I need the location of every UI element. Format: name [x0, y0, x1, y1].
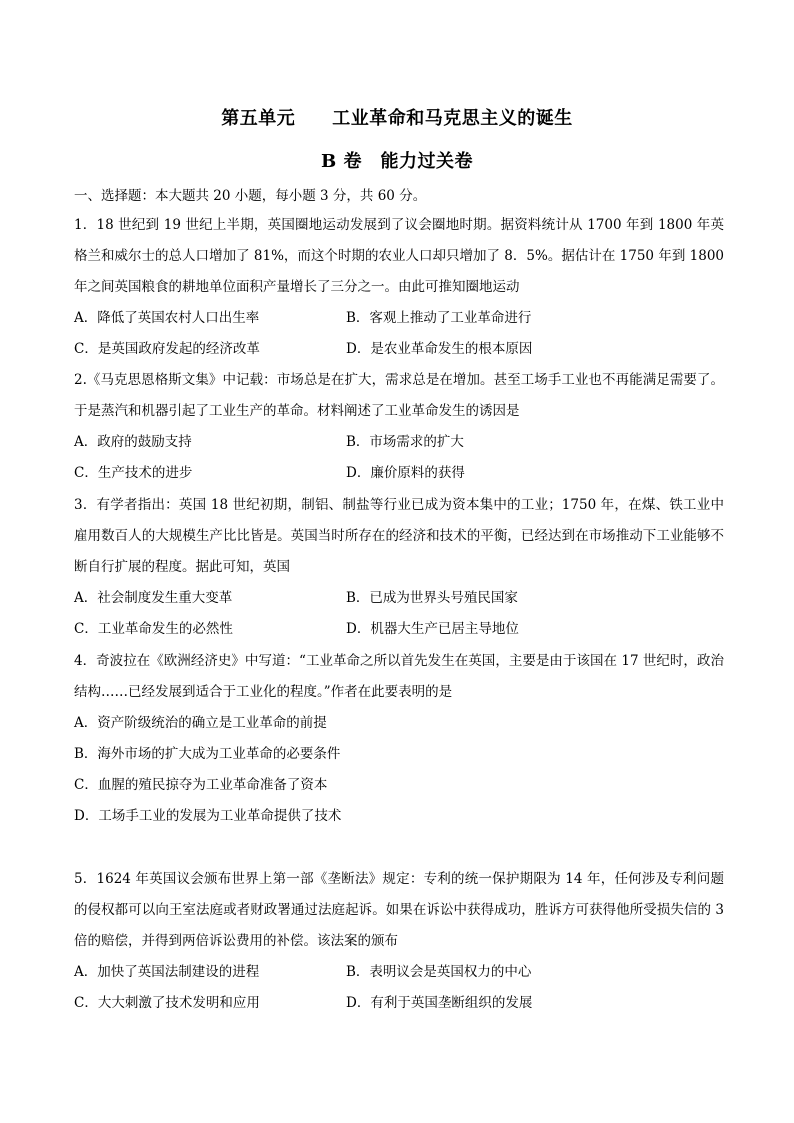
question-4: [74, 646, 724, 832]
option-c: C．是英国政府发起的经济改革: [74, 341, 260, 357]
section-heading: 一、选择题：本大题共 20 小题，每小题 3 分，共 60 分。: [74, 188, 427, 204]
option-c: C．工业革命发生的必然性: [74, 621, 233, 637]
option-c: C．血腥的殖民掠夺为工业革命准备了资本: [74, 777, 328, 793]
option-a: A．社会制度发生重大变革: [74, 590, 233, 606]
option-a: A．降低了英国农村人口出生率: [74, 310, 260, 326]
option-b: B．海外市场的扩大成为工业革命的必要条件: [74, 746, 341, 762]
question-5: [74, 864, 724, 1019]
option-a: A．政府的鼓励支持: [74, 434, 192, 450]
option-b: B．市场需求的扩大: [346, 434, 464, 450]
paper-subtitle: B 卷 能力过关卷: [321, 151, 473, 172]
option-c: C．大大刺激了技术发明和应用: [74, 995, 260, 1011]
options: [74, 708, 724, 832]
options: [74, 957, 724, 1019]
question-stem: 1．18 世纪到 19 世纪上半期，英国圈地运动发展到了议会圈地时期。据资料统计从 1700 年到 1800 年英格兰和威尔士的总人口增加了 81%，而这个时期的农业人口却只增加了 8．5%。据估计在 1750 年到 1800 年之间英国粮食的耕地单位面积产量增长了三分之一。由此可推知圈地运动: [74, 217, 724, 295]
question-2: [74, 365, 724, 489]
question-3: [74, 490, 724, 645]
option-d: D．有利于英国垄断组织的发展: [346, 995, 533, 1011]
unit-title: 第五单元 工业革命和马克思主义的诞生: [221, 108, 573, 129]
option-d: D．工场手工业的发展为工业革命提供了技术: [74, 808, 342, 824]
option-d: D．廉价原料的获得: [346, 465, 465, 481]
question-stem: 5．1624 年英国议会颁布世界上第一部《垄断法》规定：专利的统一保护期限为 14 年，任何涉及专利问题的侵权都可以向王室法庭或者财政署通过法庭起诉。如果在诉讼中获得成功，胜诉方可获得他所受损失信的 3 倍的赔偿，并得到两倍诉讼费用的补偿。该法案的颁布: [74, 871, 724, 949]
options: [74, 303, 724, 365]
option-b: B．表明议会是英国权力的中心: [346, 964, 532, 980]
option-d: D．是农业革命发生的根本原因: [346, 341, 533, 357]
option-b: B．已成为世界头号殖民国家: [346, 590, 518, 606]
question-1: [74, 210, 724, 365]
question-stem: 4．奇波拉在《欧洲经济史》中写道：“工业革命之所以首先发生在英国，主要是由于该国在 17 世纪时，政治结构……已经发展到适合于工业化的程度。”作者在此要表明的是: [74, 653, 724, 700]
option-a: A．加快了英国法制建设的进程: [74, 964, 260, 980]
options: [74, 427, 724, 489]
options: [74, 583, 724, 645]
option-b: B．客观上推动了工业革命进行: [346, 310, 532, 326]
question-stem: 3．有学者指出：英国 18 世纪初期，制铝、制盐等行业已成为资本集中的工业；1750 年，在煤、铁工业中雇用数百人的大规模生产比比皆是。英国当时所存在的经济和技术的平衡，已经达到在市场推动下工业能够不断自行扩展的程度。据此可知，英国: [74, 497, 724, 575]
question-stem: 2.《马克思恩格斯文集》中记载：市场总是在扩大，需求总是在增加。甚至工场手工业也不再能满足需要了。于是蒸汽和机器引起了工业生产的革命。材料阐述了工业革命发生的诱因是: [74, 372, 724, 419]
option-c: C．生产技术的进步: [74, 465, 193, 481]
option-d: D．机器大生产已居主导地位: [346, 621, 519, 637]
option-a: A．资产阶级统治的确立是工业革命的前提: [74, 715, 327, 731]
